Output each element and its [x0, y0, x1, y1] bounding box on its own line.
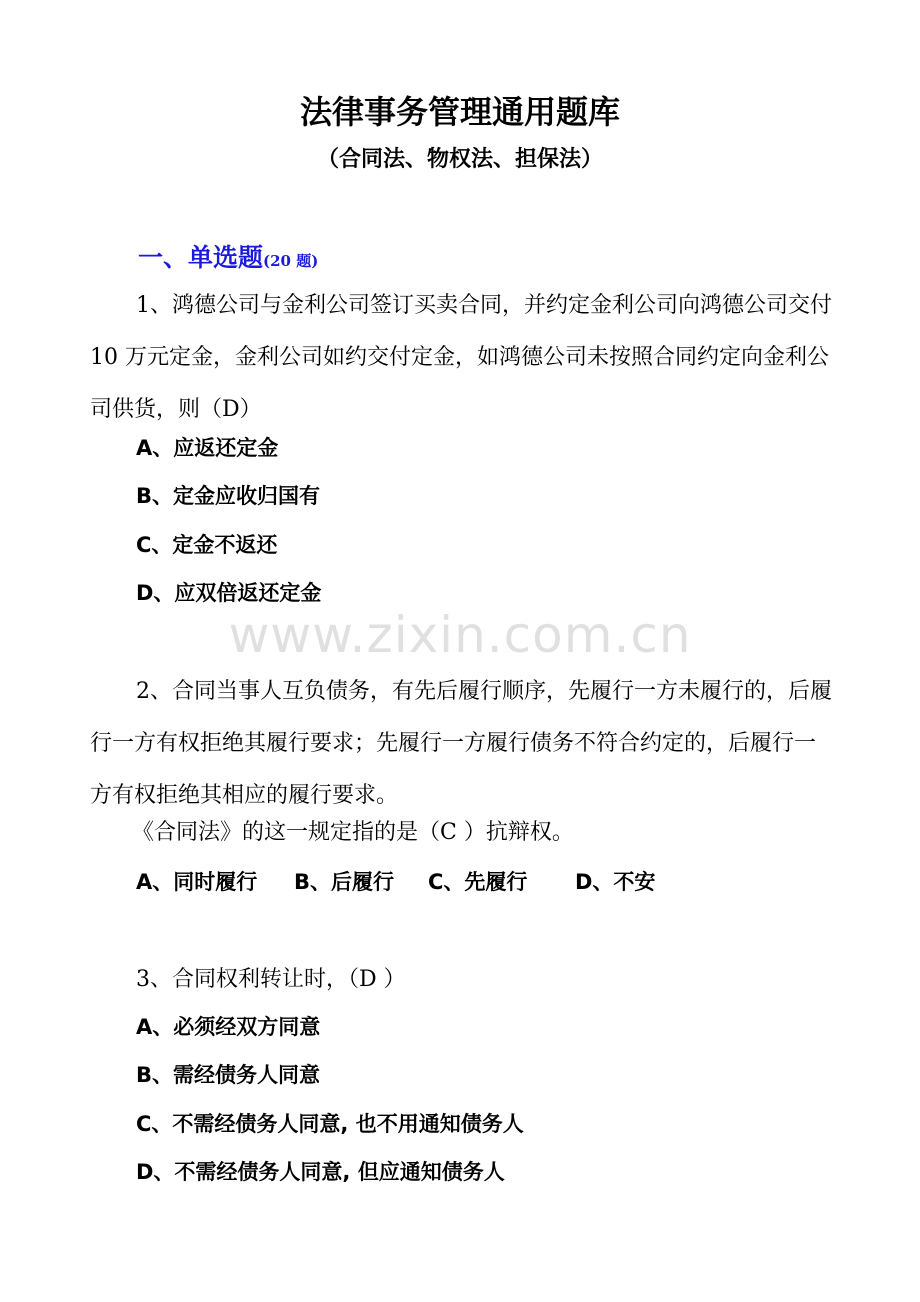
question-2-option-a: A、同时履行 [136, 870, 258, 894]
question-2-option-b: B、后履行 [294, 870, 395, 894]
question-1-option-b: B、定金应收归国有 [136, 484, 321, 508]
section-question-count: (20 题) [263, 252, 319, 270]
section-heading [138, 240, 318, 279]
page-title: 法律事务管理通用题库 [299, 93, 620, 131]
question-1-stem: 1、鸿德公司与金利公司签订买卖合同，并约定金利公司向鸿德公司交付 10 万元定金，金利公司如约交付定金，如鸿德公司未按照合同约定向金利公司供货，则（D） [90, 293, 832, 422]
question-2-options-row [136, 864, 655, 900]
question-3-stem: 3、合同权利转让时，（D ） [136, 967, 406, 992]
question-3-option-d: D、不需经债务人同意, 但应通知债务人 [136, 1160, 505, 1184]
question-1-option-a: A、应返还定金 [136, 436, 279, 460]
question-3-option-b: B、需经债务人同意 [136, 1063, 321, 1087]
question-3-option-c: C、不需经债务人同意, 也不用通知债务人 [136, 1112, 524, 1136]
question-2-stem: 2、合同当事人互负债务，有先后履行顺序，先履行一方未履行的，后履行一方有权拒绝其履行要求；先履行一方履行债务不符合约定的，后履行一方有权拒绝其相应的履行要求。 [90, 679, 832, 808]
question-2-stem-line2: 《合同法》的这一规定指的是（C ）抗辩权。 [132, 820, 574, 845]
page-subtitle: （合同法、物权法、担保法） [316, 147, 603, 172]
watermark: www.zixin.com.cn [228, 606, 692, 664]
question-2-option-c: C、先履行 [428, 870, 528, 894]
question-1-option-d: D、应双倍返还定金 [136, 581, 322, 605]
question-1-option-c: C、定金不返还 [136, 533, 278, 557]
question-3-option-a: A、必须经双方同意 [136, 1015, 321, 1039]
question-2-option-d: D、不安 [575, 870, 656, 894]
section-heading-label: 一、单选题 [138, 243, 264, 272]
